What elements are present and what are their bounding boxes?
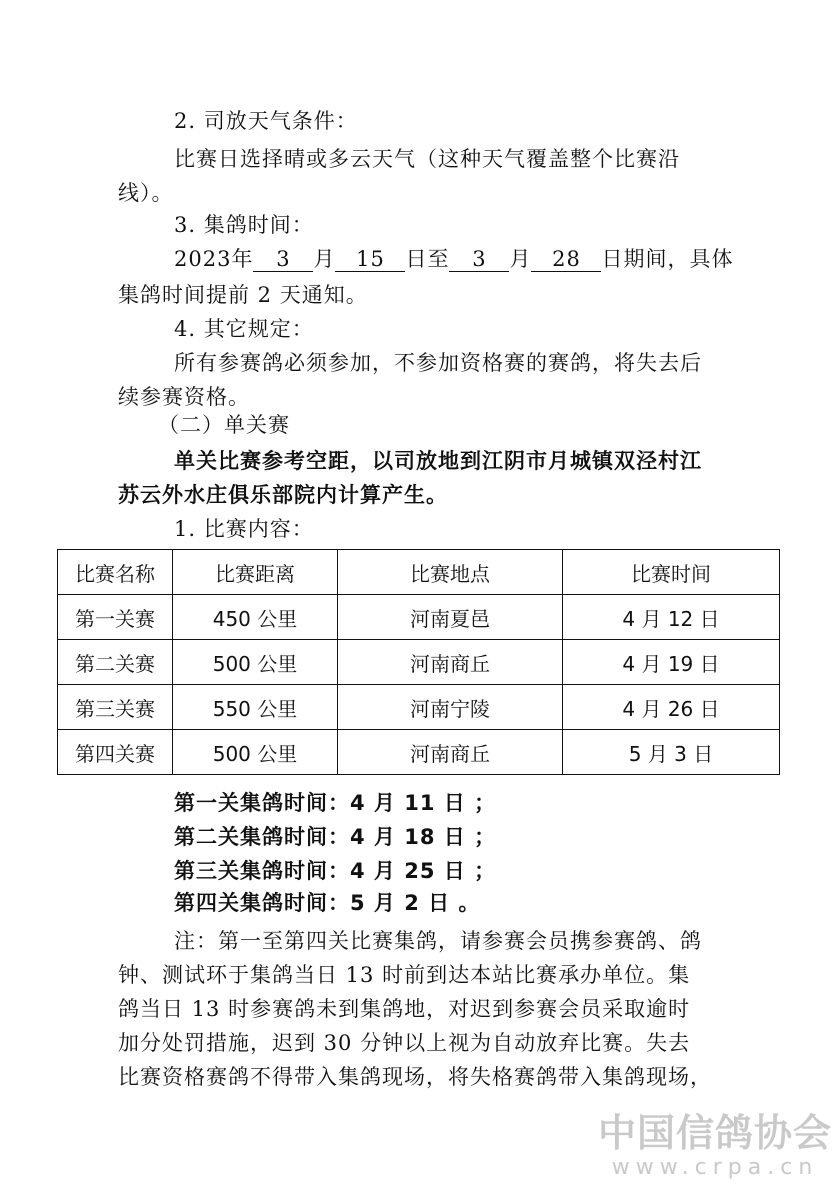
gather-day-to: 日至 <box>405 247 450 271</box>
gather-year: 2023 <box>174 247 232 271</box>
single-bold-line2: 苏云外水庄俱乐部院内计算产生。 <box>118 483 448 507</box>
note-line-3: 鸽当日 13 时参赛鸽未到集鸽地，对迟到参赛会员采取逾时 <box>118 997 691 1021</box>
race-time: 4 月 19 日 <box>563 640 780 685</box>
race-name: 第一关赛 <box>58 595 173 640</box>
table-row <box>58 595 780 640</box>
gather-month-char-2: 月 <box>509 247 532 271</box>
note-line-2: 钟、测试环于集鸽当日 13 时前到达本站比赛承办单位。集 <box>118 963 691 987</box>
table-row <box>58 685 780 730</box>
race-time: 5 月 3 日 <box>563 730 780 775</box>
header-distance: 比赛距离 <box>173 550 338 595</box>
gather-time-2: 第二关集鸽时间：4 月 18 日 ； <box>174 825 497 849</box>
weather-text-line2: 线）。 <box>118 181 174 205</box>
gather-date-line <box>174 246 733 272</box>
watermark-logo <box>598 1111 832 1181</box>
table-header-row <box>58 550 780 595</box>
note-line-1: 注：第一至第四关比赛集鸽，请参赛会员携参赛鸽、鸽 <box>174 929 702 953</box>
single-bold-line1: 单关比赛参考空距，以司放地到江阴市月城镇双泾村江 <box>174 449 702 473</box>
race-time: 4 月 12 日 <box>563 595 780 640</box>
race-distance: 500 公里 <box>173 730 338 775</box>
race-location: 河南夏邑 <box>338 595 563 640</box>
race-name: 第三关赛 <box>58 685 173 730</box>
table-row <box>58 730 780 775</box>
gather-period-suffix: 日期间，具体 <box>601 247 734 271</box>
gather-day2: 28 <box>531 247 601 272</box>
race-name: 第二关赛 <box>58 640 173 685</box>
other-text-line2: 续参赛资格。 <box>118 385 250 409</box>
single-heading: （二）单关赛 <box>158 413 290 437</box>
other-text-line1: 所有参赛鸽必须参加，不参加资格赛的赛鸽，将失去后 <box>174 351 702 375</box>
race-location: 河南商丘 <box>338 640 563 685</box>
gather-month2: 3 <box>449 247 509 272</box>
race-name: 第四关赛 <box>58 730 173 775</box>
race-table <box>57 549 780 775</box>
note-line-4: 加分处罚措施，迟到 30 分钟以上视为自动放弃比赛。失去 <box>118 1031 691 1055</box>
race-distance: 450 公里 <box>173 595 338 640</box>
gather-time-4: 第四关集鸽时间：5 月 2 日 。 <box>174 891 481 915</box>
gather-month-char-1: 月 <box>313 247 336 271</box>
content-heading: 1. 比赛内容： <box>174 517 314 541</box>
other-heading: 4. 其它规定： <box>174 317 314 341</box>
race-distance: 550 公里 <box>173 685 338 730</box>
header-location: 比赛地点 <box>338 550 563 595</box>
gather-month1: 3 <box>253 247 313 272</box>
header-time: 比赛时间 <box>563 550 780 595</box>
gather-heading: 3. 集鸽时间： <box>174 213 314 237</box>
race-time: 4 月 26 日 <box>563 685 780 730</box>
header-name: 比赛名称 <box>58 550 173 595</box>
gather-year-suffix: 年 <box>231 247 254 271</box>
gather-day1: 15 <box>335 247 405 272</box>
weather-heading: 2. 司放天气条件： <box>174 109 358 133</box>
gather-time-3: 第三关集鸽时间：4 月 25 日 ； <box>174 859 497 883</box>
gather-text-line2: 集鸽时间提前 2 天通知。 <box>118 283 368 307</box>
note-line-5: 比赛资格赛鸽不得带入集鸽现场，将失格赛鸽带入集鸽现场， <box>118 1065 712 1089</box>
watermark-url: www.crpa.cn <box>611 1155 819 1180</box>
race-location: 河南宁陵 <box>338 685 563 730</box>
race-location: 河南商丘 <box>338 730 563 775</box>
watermark-name: 中国信鸽协会 <box>597 1111 832 1155</box>
gather-time-1: 第一关集鸽时间：4 月 11 日 ； <box>174 791 497 815</box>
race-distance: 500 公里 <box>173 640 338 685</box>
table-row <box>58 640 780 685</box>
weather-text-line1: 比赛日选择晴或多云天气（这种天气覆盖整个比赛沿 <box>174 147 680 171</box>
